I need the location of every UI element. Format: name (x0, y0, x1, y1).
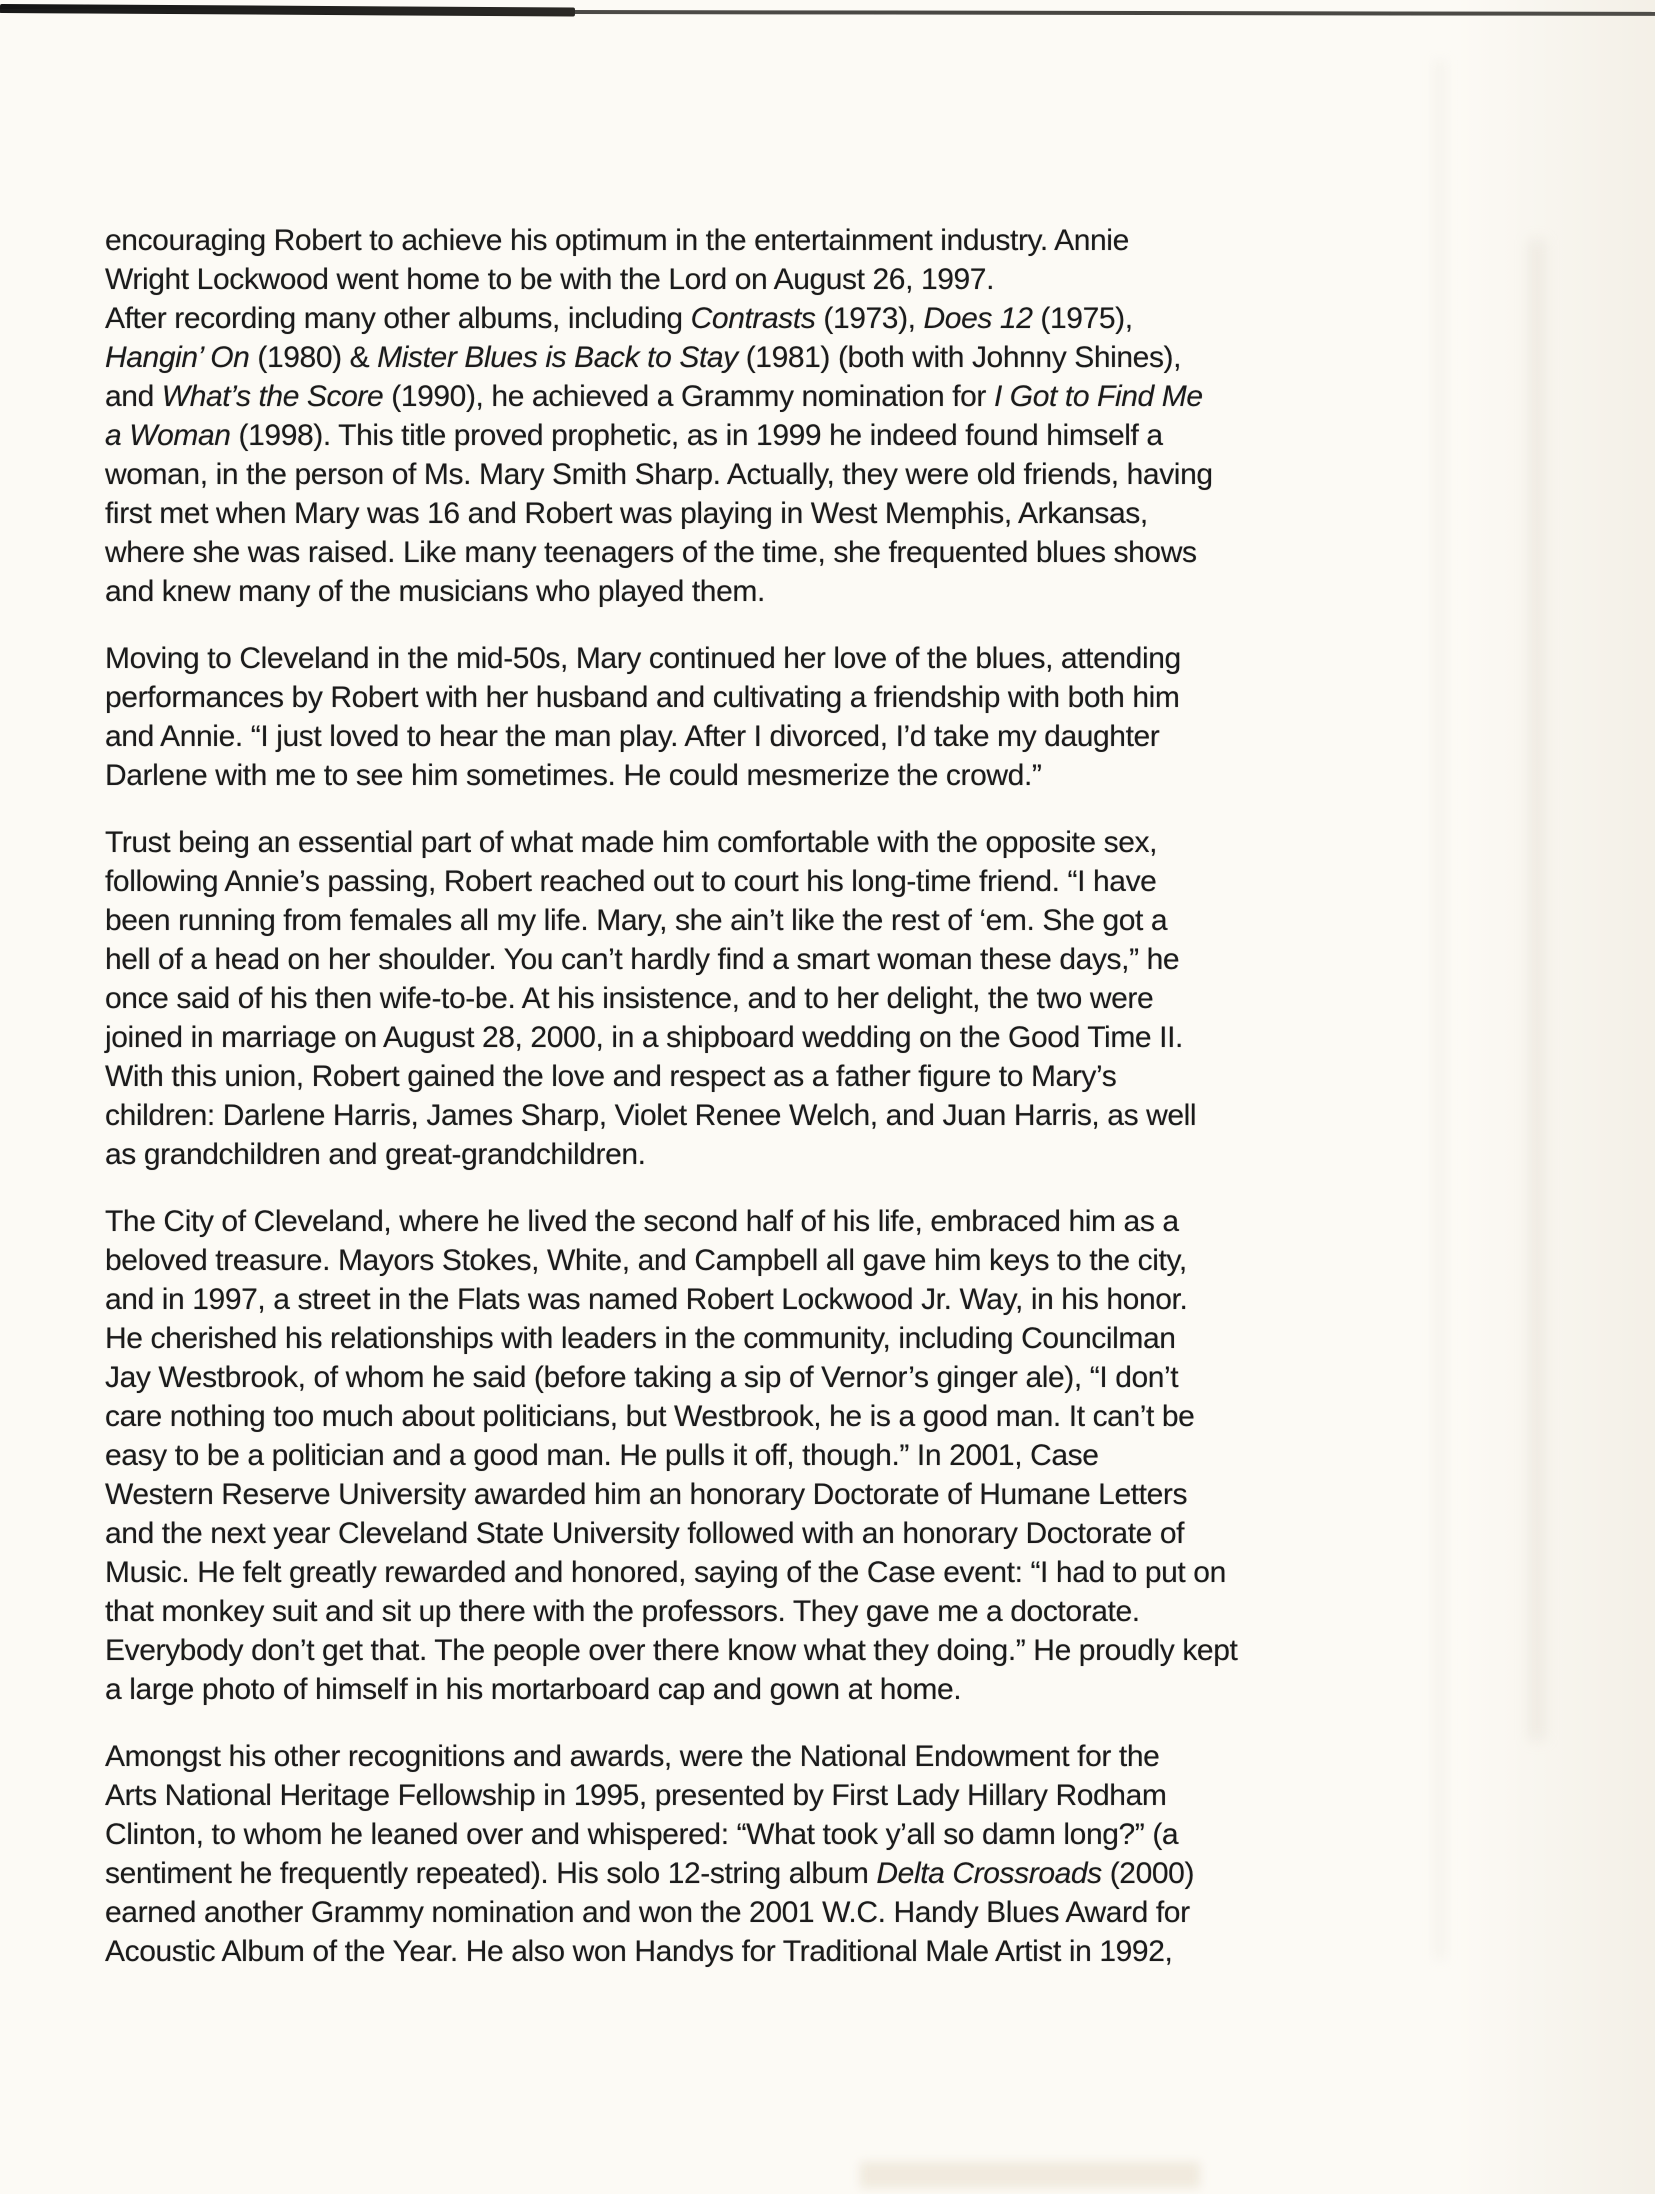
text-run: as grandchildren and great-grandchildren. (105, 1138, 646, 1171)
text-run: Music. He felt greatly rewarded and honored, saying of the Case event: “I had to put on (105, 1556, 1226, 1589)
document-text (105, 221, 1585, 1999)
text-line (105, 299, 1585, 338)
text-run: (1990), he achieved a Grammy nomination for (383, 380, 994, 413)
text-run: He cherished his relationships with leaders in the community, including Councilman (105, 1322, 1176, 1355)
text-run: earned another Grammy nomination and won the 2001 W.C. Handy Blues Award for (105, 1896, 1190, 1929)
text-line (105, 533, 1585, 572)
paragraph (105, 221, 1585, 611)
text-line (105, 1096, 1585, 1135)
text-run: (1998). This title proved prophetic, as in 1999 he indeed found himself a (230, 419, 1163, 452)
italic-text-run: Does 12 (923, 302, 1033, 335)
text-line (105, 1280, 1585, 1319)
text-run: (1975), (1032, 302, 1133, 335)
text-line (105, 1737, 1585, 1776)
scan-smudge (860, 2162, 1200, 2188)
italic-text-run: Hangin’ On (105, 341, 250, 374)
text-run: sentiment he frequently repeated). His solo 12-string album (105, 1857, 877, 1890)
paragraph (105, 823, 1585, 1174)
text-line (105, 455, 1585, 494)
text-line (105, 1057, 1585, 1096)
text-run: (1980) & (249, 341, 378, 374)
text-line (105, 572, 1585, 611)
text-line (105, 260, 1585, 299)
text-line (105, 221, 1585, 260)
text-line (105, 1319, 1585, 1358)
text-run: and Annie. “I just loved to hear the man play. After I divorced, I’d take my daughter (105, 720, 1160, 753)
text-run: Jay Westbrook, of whom he said (before taking a sip of Vernor’s ginger ale), “I don’t (105, 1361, 1179, 1394)
text-line (105, 338, 1585, 377)
text-run: that monkey suit and sit up there with the professors. They gave me a doctorate. (105, 1595, 1140, 1628)
paragraph (105, 1202, 1585, 1709)
text-line (105, 1631, 1585, 1670)
text-run: After recording many other albums, including (105, 302, 691, 335)
text-line (105, 940, 1585, 979)
text-run: performances by Robert with her husband and cultivating a friendship with both him (105, 681, 1180, 714)
italic-text-run: Delta Crossroads (876, 1857, 1102, 1890)
text-line (105, 678, 1585, 717)
text-line (105, 1854, 1585, 1893)
text-run: The City of Cleveland, where he lived the second half of his life, embraced him as a (105, 1205, 1179, 1238)
text-line (105, 1436, 1585, 1475)
text-run: once said of his then wife-to-be. At his insistence, and to her delight, the two were (105, 982, 1154, 1015)
text-run: easy to be a politician and a good man. He pulls it off, though.” In 2001, Case (105, 1439, 1099, 1472)
text-run: and knew many of the musicians who played them. (105, 575, 765, 608)
text-line (105, 1815, 1585, 1854)
text-line (105, 1135, 1585, 1174)
text-run: beloved treasure. Mayors Stokes, White, and Campbell all gave him keys to the city, (105, 1244, 1187, 1277)
text-run: (1973), (815, 302, 924, 335)
text-run: Arts National Heritage Fellowship in 1995, presented by First Lady Hillary Rodham (105, 1779, 1167, 1812)
scan-edge-artifact-thin (0, 9, 1655, 16)
text-line (105, 1475, 1585, 1514)
text-run: Amongst his other recognitions and awards, were the National Endowment for the (105, 1740, 1160, 1773)
text-run: joined in marriage on August 28, 2000, in a shipboard wedding on the Good Time II. (105, 1021, 1183, 1054)
text-run: and in 1997, a street in the Flats was named Robert Lockwood Jr. Way, in his honor. (105, 1283, 1188, 1316)
text-run: and the next year Cleveland State University followed with an honorary Doctorate of (105, 1517, 1185, 1550)
text-run: encouraging Robert to achieve his optimum in the entertainment industry. Annie (105, 224, 1129, 257)
italic-text-run: I Got to Find Me (993, 380, 1203, 413)
text-line (105, 901, 1585, 940)
text-line (105, 1397, 1585, 1436)
text-line (105, 1670, 1585, 1709)
text-line (105, 1553, 1585, 1592)
text-run: care nothing too much about politicians, but Westbrook, he is a good man. It can’t be (105, 1400, 1195, 1433)
text-line (105, 1893, 1585, 1932)
text-run: Acoustic Album of the Year. He also won Handys for Traditional Male Artist in 1992, (105, 1935, 1173, 1968)
text-line (105, 1202, 1585, 1241)
italic-text-run: What’s the Score (161, 380, 384, 413)
text-run: Wright Lockwood went home to be with the Lord on August 26, 1997. (105, 263, 995, 296)
text-run: children: Darlene Harris, James Sharp, Violet Renee Welch, and Juan Harris, as well (105, 1099, 1197, 1132)
text-run: Moving to Cleveland in the mid-50s, Mary continued her love of the blues, attending (105, 642, 1181, 675)
text-line (105, 862, 1585, 901)
text-run: woman, in the person of Ms. Mary Smith Sharp. Actually, they were old friends, having (105, 458, 1213, 491)
paragraph (105, 639, 1585, 795)
text-line (105, 1018, 1585, 1057)
text-run: (1981) (both with Johnny Shines), (737, 341, 1182, 374)
text-line (105, 494, 1585, 533)
text-run: With this union, Robert gained the love and respect as a father figure to Mary’s (105, 1060, 1117, 1093)
text-line (105, 717, 1585, 756)
text-line (105, 639, 1585, 678)
text-run: (2000) (1101, 1857, 1195, 1890)
text-run: first met when Mary was 16 and Robert was playing in West Memphis, Arkansas, (105, 497, 1148, 530)
text-run: Everybody don’t get that. The people over there know what they doing.” He proudly kept (105, 1634, 1238, 1667)
text-line (105, 377, 1585, 416)
text-line (105, 1241, 1585, 1280)
text-line (105, 1776, 1585, 1815)
text-run: a large photo of himself in his mortarboard cap and gown at home. (105, 1673, 962, 1706)
italic-text-run: Mister Blues is Back to Stay (377, 341, 738, 374)
text-run: been running from females all my life. Mary, she ain’t like the rest of ‘em. She got a (105, 904, 1168, 937)
text-line (105, 1592, 1585, 1631)
text-run: following Annie’s passing, Robert reached out to court his long-time friend. “I have (105, 865, 1157, 898)
text-run: Trust being an essential part of what made him comfortable with the opposite sex, (105, 826, 1158, 859)
italic-text-run: a Woman (105, 419, 231, 452)
text-line (105, 416, 1585, 455)
text-run: Darlene with me to see him sometimes. He could mesmerize the crowd.” (105, 759, 1042, 792)
text-run: and (105, 380, 162, 413)
text-line (105, 1514, 1585, 1553)
text-run: Western Reserve University awarded him an honorary Doctorate of Humane Letters (105, 1478, 1188, 1511)
text-run: Clinton, to whom he leaned over and whispered: “What took y’all so damn long?” (a (105, 1818, 1179, 1851)
text-line (105, 756, 1585, 795)
text-line (105, 1932, 1585, 1971)
text-run: hell of a head on her shoulder. You can’t hardly find a smart woman these days,” he (105, 943, 1180, 976)
text-line (105, 979, 1585, 1018)
paragraph (105, 1737, 1585, 1971)
text-line (105, 1358, 1585, 1397)
italic-text-run: Contrasts (690, 302, 816, 335)
text-line (105, 823, 1585, 862)
text-run: where she was raised. Like many teenagers of the time, she frequented blues shows (105, 536, 1197, 569)
